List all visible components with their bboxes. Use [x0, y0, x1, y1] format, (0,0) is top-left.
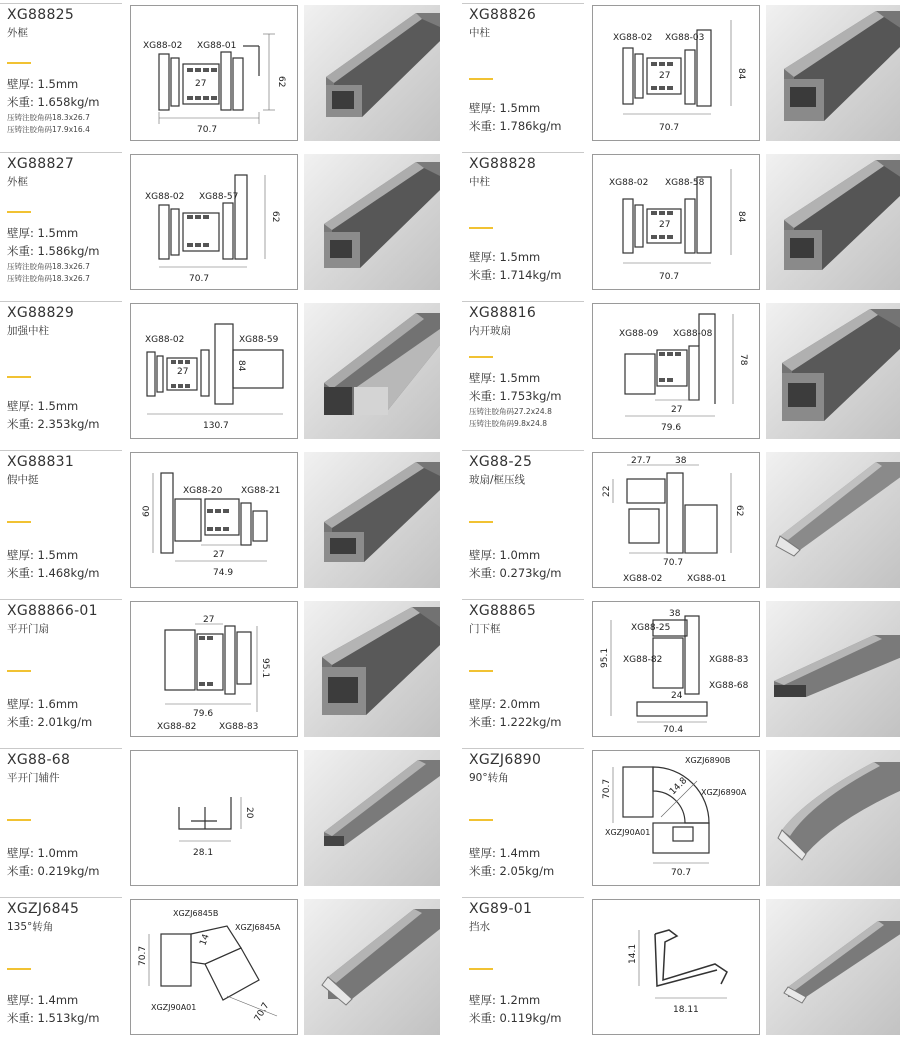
profile-code: XG88-25 [469, 454, 533, 470]
profile-code: XG88865 [469, 603, 537, 619]
profile-render-photo [304, 303, 440, 439]
meter-weight: 米重: 1.786kg/m [469, 119, 562, 133]
part-label-left: XG88-02 [143, 41, 183, 51]
insulation-strips [187, 215, 209, 247]
wall-thickness: 壁厚: 1.5mm [469, 371, 541, 385]
part-label-left: XG88-02 [145, 335, 185, 345]
profile-name: 假中挺 [7, 474, 39, 486]
part-label-right: XG88-01 [197, 41, 237, 51]
profile-outline [627, 473, 717, 553]
profile-code: XG88829 [7, 305, 75, 321]
height-dimension: 95.1 [600, 647, 610, 668]
width-dimension: 28.1 [193, 848, 214, 858]
accent-line [469, 356, 493, 358]
part-label-left: XG88-82 [157, 722, 197, 732]
wall-thickness: 壁厚: 2.0mm [469, 697, 541, 711]
profile-info [0, 152, 122, 292]
corner-connector-spec: 压铸注胶角码18.3x26.7 [7, 113, 90, 122]
width-dimension: 18.11 [673, 1005, 699, 1015]
width-dimension: 70.7 [189, 274, 210, 284]
meter-weight: 米重: 1.586kg/m [7, 244, 100, 258]
rain-drip-render-icon [766, 899, 900, 1035]
profile-entry [462, 152, 900, 292]
height-dimension: 95.1 [260, 658, 270, 679]
width-dimension: 74.9 [213, 568, 234, 578]
part-label-c: XG88-83 [709, 655, 749, 665]
corner-connector-spec: 压铸注胶角码18.3x26.7 [7, 262, 90, 271]
part-label-left: XG88-02 [609, 178, 649, 188]
profile-render-photo [766, 750, 900, 886]
profile-entry [462, 301, 900, 441]
meter-weight: 米重: 1.753kg/m [469, 389, 562, 403]
meter-weight: 米重: 2.353kg/m [7, 417, 100, 431]
profile-info [0, 301, 122, 441]
cross-section-drawing [130, 303, 298, 439]
part-label-c: XGZJ90A01 [151, 1003, 197, 1012]
height-dimension: 78 [738, 354, 748, 366]
profile-code: XGZJ6890 [469, 752, 542, 768]
cross-section-drawing [130, 899, 298, 1035]
profile-info [0, 748, 122, 888]
part-label-right: XG88-08 [673, 329, 713, 339]
accent-line [469, 968, 493, 970]
profile-name: 135°转角 [7, 921, 54, 933]
accent-line [469, 521, 493, 523]
profile-info [462, 152, 584, 292]
profile-entry [0, 897, 440, 1037]
profile-entry [462, 897, 900, 1037]
profile-name: 玻扇/框压线 [469, 474, 526, 486]
cross-section-drawing [130, 154, 298, 290]
profile-entry [0, 748, 440, 888]
profile-code: XG88828 [469, 156, 537, 172]
corner-90-render-icon [766, 750, 900, 886]
meter-weight: 米重: 1.658kg/m [7, 95, 100, 109]
mullion-profile-render-icon [766, 5, 900, 141]
cross-section-drawing [130, 750, 298, 886]
profile-outline [625, 314, 715, 404]
diagonal-dimension: 14 [198, 932, 212, 948]
inner-dimension: 27 [195, 79, 207, 89]
profile-code: XG88831 [7, 454, 75, 470]
profile-name: 外框 [7, 176, 28, 188]
accent-line [469, 670, 493, 672]
profile-render-photo [766, 5, 900, 141]
profile-render-photo [766, 899, 900, 1035]
meter-weight: 米重: 1.468kg/m [7, 566, 100, 580]
height-dimension: 60 [142, 505, 152, 517]
profile-entry [462, 599, 900, 739]
wall-thickness: 壁厚: 1.5mm [7, 548, 79, 562]
profile-code: XG88826 [469, 7, 537, 23]
profile-outline [623, 767, 709, 853]
part-label-b: XGZJ6890A [701, 788, 747, 797]
profile-render-photo [304, 154, 440, 290]
height-dimension: 62 [734, 505, 744, 517]
height-dimension: 84 [736, 211, 746, 223]
inner-dimension: 27 [659, 220, 671, 230]
cross-section-drawing [592, 5, 760, 141]
meter-weight: 米重: 0.119kg/m [469, 1011, 562, 1025]
profile-name: 门下框 [469, 623, 501, 635]
wall-thickness: 壁厚: 1.0mm [469, 548, 541, 562]
profile-render-photo [304, 899, 440, 1035]
insulation-strips [659, 352, 681, 382]
width-dimension: 79.6 [661, 423, 682, 433]
profile-code: XG88825 [7, 7, 75, 23]
inner-dimension: 27 [671, 405, 683, 415]
wall-thickness: 壁厚: 1.2mm [469, 993, 541, 1007]
profile-info [462, 599, 584, 739]
frame-profile-render-icon [304, 154, 440, 290]
meter-weight: 米重: 0.273kg/m [469, 566, 562, 580]
part-label-right: XG88-57 [199, 192, 239, 202]
top-dimension-a: 27.7 [631, 456, 652, 466]
profile-entry [0, 301, 440, 441]
profile-render-photo [766, 601, 900, 737]
profile-render-photo [304, 5, 440, 141]
profile-outline [159, 46, 259, 110]
part-label-d: XG88-68 [709, 681, 749, 691]
false-mullion-render-icon [304, 452, 440, 588]
part-label-left: XG88-09 [619, 329, 659, 339]
height-dimension: 20 [244, 807, 254, 819]
part-label-a: XG88-25 [631, 623, 671, 633]
profile-render-photo [766, 303, 900, 439]
accent-line [7, 521, 31, 523]
meter-weight: 米重: 1.714kg/m [469, 268, 562, 282]
wall-thickness: 壁厚: 1.6mm [7, 697, 79, 711]
height-dimension: 14.1 [628, 943, 638, 964]
width-dimension: 130.7 [203, 421, 229, 431]
cross-section-drawing [130, 452, 298, 588]
profile-code: XG89-01 [469, 901, 533, 917]
part-label-a: XGZJ6890B [685, 756, 731, 765]
profile-entry [0, 152, 440, 292]
profile-name: 外框 [7, 27, 28, 39]
width-dimension: 70.7 [252, 1001, 272, 1024]
profile-code: XG88827 [7, 156, 75, 172]
accent-line [469, 78, 493, 80]
wall-thickness: 壁厚: 1.5mm [469, 101, 541, 115]
profile-info [0, 450, 122, 590]
profile-entry [0, 450, 440, 590]
width-dimension: 70.7 [663, 558, 684, 568]
wall-thickness: 壁厚: 1.0mm [7, 846, 79, 860]
wall-thickness: 壁厚: 1.4mm [469, 846, 541, 860]
width-dimension: 79.6 [193, 709, 214, 719]
glazing-bead-render-icon [766, 452, 900, 588]
top-dimension-b: 38 [675, 456, 687, 466]
height-dimension: 84 [736, 68, 746, 80]
meter-weight: 米重: 0.219kg/m [7, 864, 100, 878]
accent-line [469, 819, 493, 821]
profile-render-photo [304, 601, 440, 737]
width-dimension: 70.7 [659, 123, 680, 133]
door-sill-render-icon [766, 601, 900, 737]
profile-info [462, 301, 584, 441]
door-accessory-render-icon [304, 750, 440, 886]
wall-thickness: 壁厚: 1.4mm [7, 993, 79, 1007]
accent-line [7, 211, 31, 213]
cross-section-drawing [130, 5, 298, 141]
accent-line [7, 819, 31, 821]
part-label-c: XGZJ90A01 [605, 828, 651, 837]
height-dimension: 62 [276, 76, 286, 88]
profile-entry [462, 3, 900, 143]
profile-entry [0, 599, 440, 739]
wall-thickness: 壁厚: 1.5mm [7, 399, 79, 413]
part-label-b: XG88-82 [623, 655, 663, 665]
profile-name: 90°转角 [469, 772, 509, 784]
meter-weight: 米重: 2.01kg/m [7, 715, 93, 729]
frame-profile-render-icon [304, 5, 440, 141]
height-dimension: 84 [236, 360, 246, 372]
profile-name: 中柱 [469, 176, 490, 188]
wall-thickness: 壁厚: 1.5mm [7, 77, 79, 91]
part-label-right: XG88-21 [241, 486, 281, 496]
part-label-right: XG88-59 [239, 335, 279, 345]
profile-render-photo [304, 750, 440, 886]
profile-render-photo [766, 154, 900, 290]
insulation-strips [207, 509, 229, 531]
profile-info [0, 3, 122, 143]
profile-outline [161, 473, 267, 553]
meter-weight: 米重: 1.513kg/m [7, 1011, 100, 1025]
part-label-right: XG88-83 [219, 722, 259, 732]
profile-name: 平开门扇 [7, 623, 49, 635]
cross-section-drawing [592, 899, 760, 1035]
profile-name: 内开玻扇 [469, 325, 511, 337]
height-dimension: 70.7 [602, 778, 612, 799]
profile-name: 平开门辅件 [7, 772, 60, 784]
part-label-right: XG88-58 [665, 178, 705, 188]
profile-info [462, 3, 584, 143]
inner-dimension: 27 [213, 550, 225, 560]
profile-outline [179, 797, 231, 829]
width-dimension: 70.7 [659, 272, 680, 282]
part-label-b: XGZJ6845A [235, 923, 281, 932]
part-label-right: XG88-01 [687, 574, 727, 584]
corner-135-render-icon [304, 899, 440, 1035]
corner-connector-spec: 压铸注胶角码17.9x16.4 [7, 125, 90, 134]
profile-entry [462, 450, 900, 590]
accent-line [469, 227, 493, 229]
profile-code: XGZJ6845 [7, 901, 80, 917]
inner-dimension: 27 [659, 71, 671, 81]
profile-code: XG88-68 [7, 752, 71, 768]
inner-dimension: 27 [203, 615, 215, 625]
profile-name: 挡水 [469, 921, 490, 933]
height-dimension: 62 [270, 211, 280, 223]
reinforced-mullion-render-icon [304, 303, 440, 439]
accent-line [7, 376, 31, 378]
diagonal-dimension: 14.8 [668, 775, 690, 798]
part-label-left: XG88-20 [183, 486, 223, 496]
corner-connector-spec: 压铸注胶角码27.2x24.8 [469, 407, 552, 416]
door-sash-render-icon [304, 601, 440, 737]
part-label-left: XG88-02 [613, 33, 653, 43]
accent-line [7, 968, 31, 970]
profile-outline [655, 930, 727, 986]
cross-section-drawing [592, 154, 760, 290]
meter-weight: 米重: 2.05kg/m [469, 864, 555, 878]
top-dimension: 38 [669, 609, 681, 619]
accent-line [7, 670, 31, 672]
part-label-a: XGZJ6845B [173, 909, 219, 918]
corner-connector-spec: 压铸注胶角码18.3x26.7 [7, 274, 90, 283]
meter-weight: 米重: 1.222kg/m [469, 715, 562, 729]
width-dimension: 70.7 [197, 125, 218, 135]
cross-section-drawing [592, 452, 760, 588]
profile-render-photo [304, 452, 440, 588]
profile-name: 加强中柱 [7, 325, 49, 337]
corner-connector-spec: 压铸注胶角码9.8x24.8 [469, 419, 548, 428]
profile-render-photo [766, 452, 900, 588]
inner-dimension: 27 [177, 367, 189, 377]
height-dimension: 70.7 [138, 945, 148, 966]
profile-info [0, 599, 122, 739]
wall-thickness: 壁厚: 1.5mm [469, 250, 541, 264]
inner-dimension: 24 [671, 691, 683, 701]
wall-thickness: 壁厚: 1.5mm [7, 226, 79, 240]
profile-entry [0, 3, 440, 143]
part-label-right: XG88-03 [665, 33, 705, 43]
profile-entry [462, 748, 900, 888]
insulation-strips [199, 636, 213, 686]
profile-name: 中柱 [469, 27, 490, 39]
cross-section-drawing [130, 601, 298, 737]
accent-line [7, 62, 31, 64]
left-dimension: 22 [602, 485, 612, 497]
width-dimension: 70.7 [671, 868, 692, 878]
profile-info [462, 897, 584, 1037]
part-label-left: XG88-02 [623, 574, 663, 584]
profile-code: XG88816 [469, 305, 537, 321]
cross-section-drawing [592, 601, 760, 737]
width-dimension: 70.4 [663, 725, 684, 735]
mullion-profile-render-icon [766, 154, 900, 290]
part-label-left: XG88-02 [145, 192, 185, 202]
profile-info [462, 748, 584, 888]
profile-info [462, 450, 584, 590]
cross-section-drawing [592, 750, 760, 886]
profile-code: XG88866-01 [7, 603, 98, 619]
sash-profile-render-icon [766, 303, 900, 439]
profile-info [0, 897, 122, 1037]
cross-section-drawing [592, 303, 760, 439]
